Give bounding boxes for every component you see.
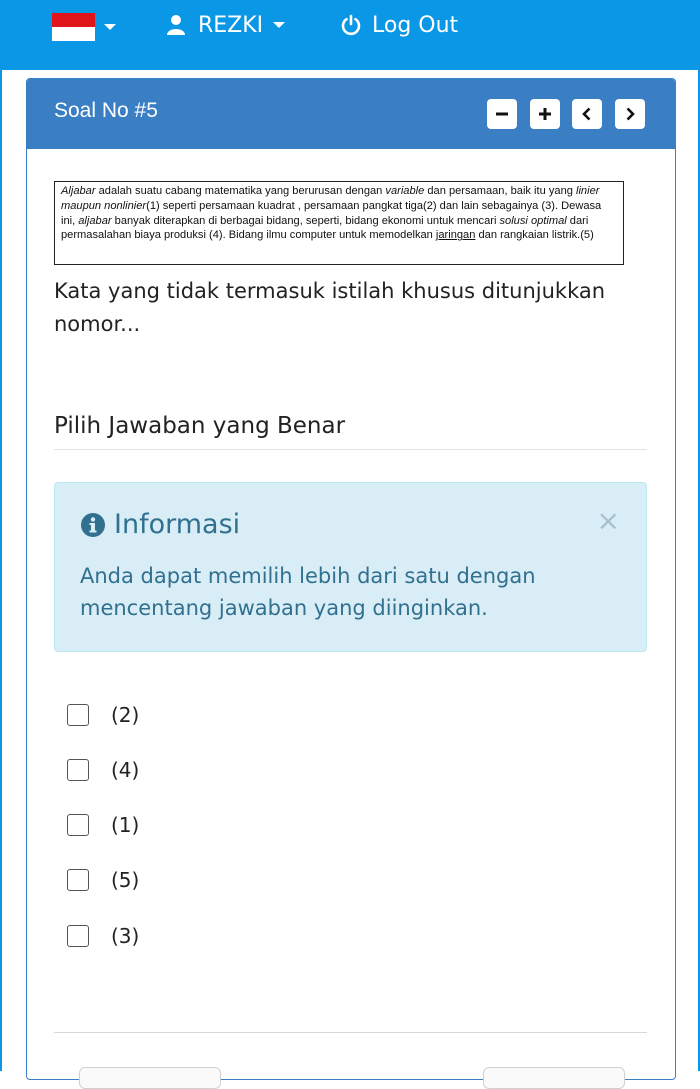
user-name: REZKI — [198, 12, 264, 38]
divider — [54, 449, 647, 450]
answer-option-3[interactable] — [67, 810, 139, 840]
answer-option-1[interactable] — [67, 700, 139, 730]
answer-checkbox[interactable] — [67, 759, 89, 781]
answer-checkbox[interactable] — [67, 925, 89, 947]
plus-icon — [537, 106, 553, 122]
previous-button[interactable] — [79, 1067, 221, 1089]
user-caret-icon — [273, 22, 285, 28]
answer-label: (4) — [111, 758, 140, 782]
minus-icon — [494, 106, 510, 122]
panel-heading — [27, 79, 675, 149]
language-flag-icon[interactable] — [52, 13, 95, 41]
answer-label: (5) — [111, 868, 140, 892]
answers-heading: Pilih Jawaban yang Benar — [54, 413, 346, 439]
answer-option-2[interactable] — [67, 755, 139, 785]
reading-passage: Aljabar adalah suatu cabang matematika yang berurusan dengan variable dan persamaan, baik itu yang linier maupun nonlinier(1) seperti persamaan kuadrat , persamaan pangkat tiga(2) dan lain sebagainya (3). Dewasa ini, aljabar banyak diterapkan di berbagai bidang, seperti, bidang ekonomi untuk mencari solusi optimal dari permasalahan biaya produksi (4). Bidang ilmu computer untuk memodelkan jaringan dan rangkaian listrik.(5) — [54, 181, 624, 265]
close-alert-button[interactable]: × — [596, 504, 620, 537]
info-icon — [80, 512, 106, 538]
left-border — [0, 70, 2, 1071]
top-navbar — [0, 0, 700, 70]
answer-checkbox[interactable] — [67, 869, 89, 891]
language-caret-icon[interactable] — [104, 24, 116, 30]
alert-message: Anda dapat memilih lebih dari satu dengan mencentang jawaban yang diinginkan. — [80, 564, 536, 620]
next-button[interactable] — [483, 1067, 625, 1089]
alert-title: Informasi — [114, 509, 241, 540]
answer-option-5[interactable] — [67, 921, 139, 951]
answer-label: (3) — [111, 924, 140, 948]
answer-option-4[interactable] — [67, 865, 139, 895]
logout-button[interactable] — [340, 10, 458, 40]
user-menu[interactable] — [166, 10, 285, 40]
bottom-divider — [54, 1032, 647, 1033]
answer-checkbox[interactable] — [67, 704, 89, 726]
logout-label: Log Out — [372, 12, 459, 38]
next-question-button[interactable] — [615, 99, 645, 129]
question-panel — [26, 78, 676, 1080]
chevron-left-icon — [579, 106, 595, 122]
previous-question-button[interactable] — [572, 99, 602, 129]
answer-checkbox[interactable] — [67, 814, 89, 836]
increase-font-button[interactable] — [530, 99, 560, 129]
answer-label: (1) — [111, 813, 140, 837]
chevron-right-icon — [622, 106, 638, 122]
user-icon — [166, 14, 186, 36]
alert-heading — [80, 509, 240, 540]
decrease-font-button[interactable] — [487, 99, 517, 129]
question-text: Kata yang tidak termasuk istilah khusus ditunjukkan nomor... — [54, 279, 606, 336]
power-icon — [340, 14, 362, 36]
info-alert — [54, 482, 647, 652]
question-number-title: Soal No #5 — [54, 99, 158, 122]
answer-label: (2) — [111, 703, 140, 727]
